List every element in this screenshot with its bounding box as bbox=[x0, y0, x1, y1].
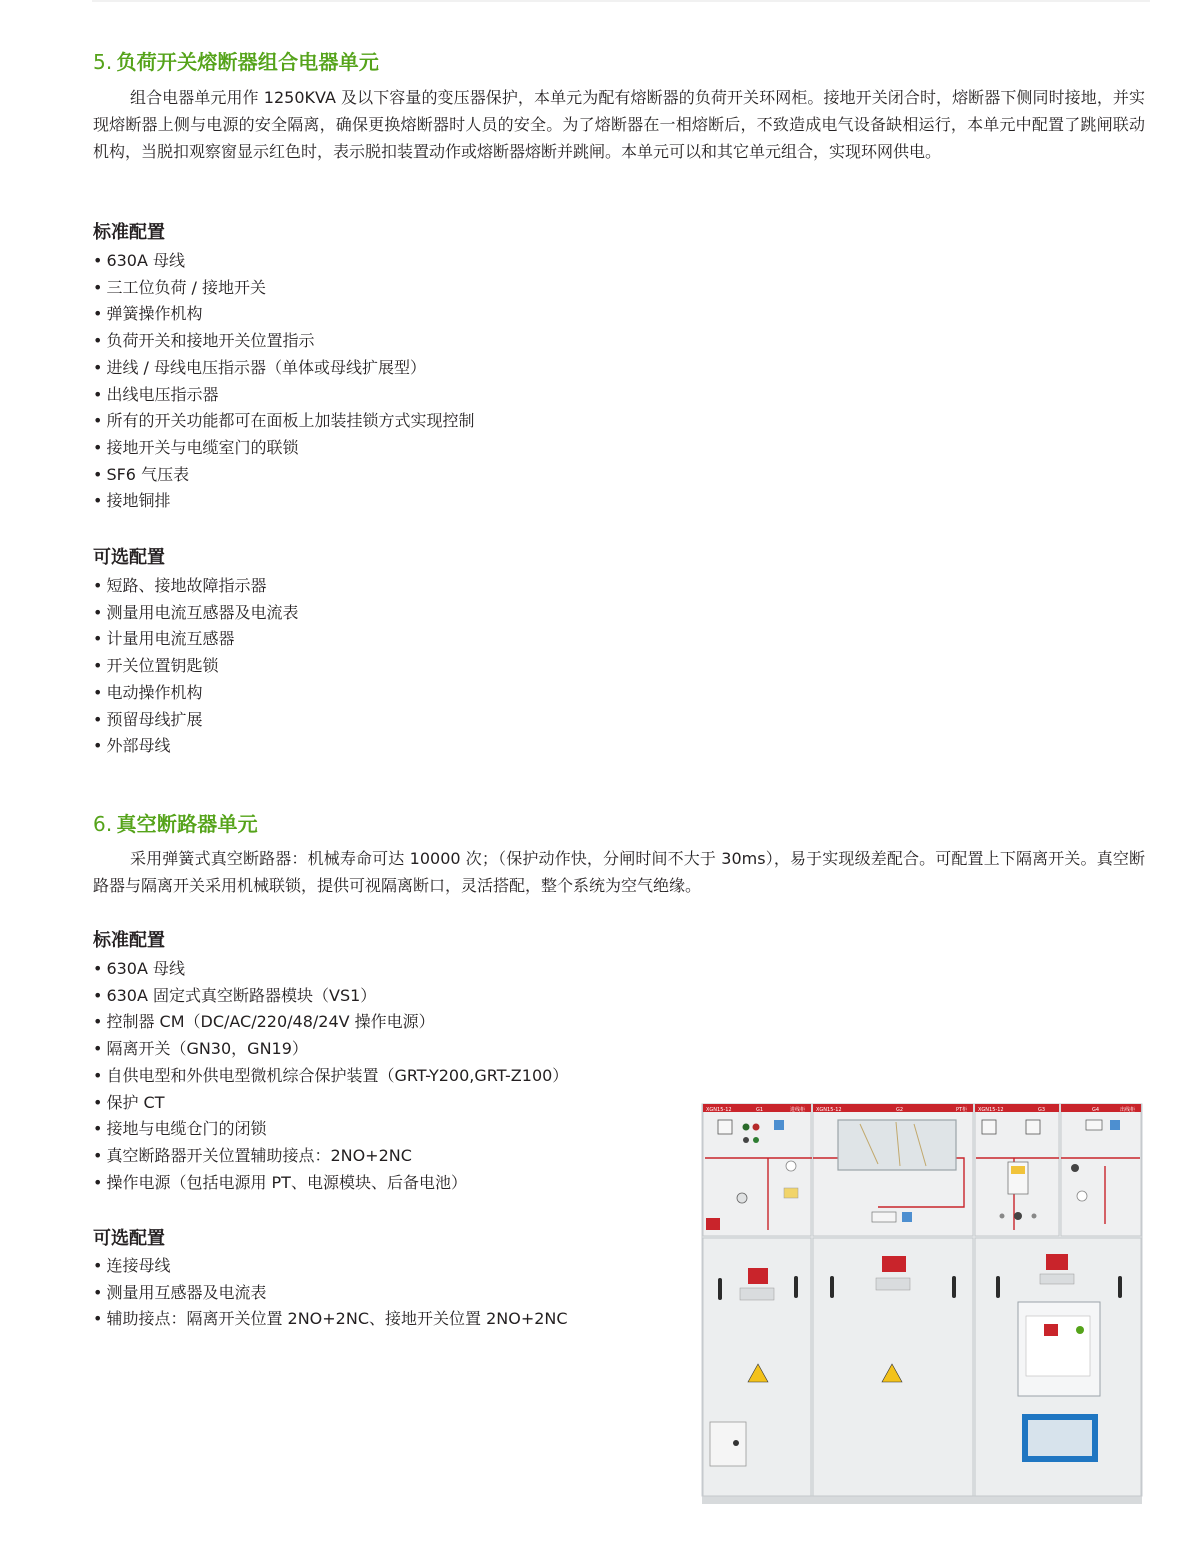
list-item: • 所有的开关功能都可在面板上加装挂锁方式实现控制 bbox=[93, 408, 474, 435]
list-item: • 控制器 CM（DC/AC/220/48/24V 操作电源） bbox=[93, 1009, 568, 1036]
list-item: • 隔离开关（GN30，GN19） bbox=[93, 1036, 568, 1063]
list-item: • 测量用电流互感器及电流表 bbox=[93, 600, 298, 627]
list-item: • 自供电型和外供电型微机综合保护装置（GRT-Y200,GRT-Z100） bbox=[93, 1063, 568, 1090]
list-item: • 接地开关与电缆室门的联锁 bbox=[93, 435, 474, 462]
list-item: • 开关位置钥匙锁 bbox=[93, 653, 298, 680]
section-6-paragraph: 采用弹簧式真空断路器：机械寿命可达 10000 次；（保护动作快，分闸时间不大于 30ms），易于实现级差配合。可配置上下隔离开关。真空断路器与隔离开关采用机械联锁，提供可视隔离断口，灵活搭配，整个系统为空气绝缘。 bbox=[93, 849, 1145, 895]
section-6-standard-list bbox=[93, 956, 568, 1196]
list-item: • 负荷开关和接地开关位置指示 bbox=[93, 328, 474, 355]
section-6-title: 6. 真空断路器单元 bbox=[93, 812, 258, 836]
cabinet-4-id: G4 bbox=[1092, 1107, 1100, 1113]
section-5-optional-list bbox=[93, 573, 298, 760]
list-item: • 保护 CT bbox=[93, 1090, 568, 1117]
indicator-red-icon bbox=[753, 1124, 760, 1131]
list-item: • 真空断路器开关位置辅助接点：2NO+2NC bbox=[93, 1143, 568, 1170]
switchgear-cabinet-image bbox=[700, 1102, 1146, 1506]
cabinet-2-model: XGN15-12 bbox=[816, 1107, 842, 1113]
list-item: • 测量用互感器及电流表 bbox=[93, 1280, 568, 1307]
display-icon bbox=[774, 1120, 784, 1130]
section-5-standard-heading: 标准配置 bbox=[93, 222, 165, 243]
section-5-paragraph: 组合电器单元用作 1250KVA 及以下容量的变压器保护，本单元为配有熔断器的负荷开关环网柜。接地开关闭合时，熔断器下侧同时接地，并实现熔断器上侧与电源的安全隔离，确保更换熔断器时人员的安全。为了熔断器在一相熔断后，不致造成电气设备缺相运行，本单元中配置了跳闸联动机构，当脱扣观察窗显示红色时，表示脱扣装置动作或熔断器熔断并跳闸。本单元可以和其它单元组合，实现环网供电。 bbox=[93, 88, 1145, 161]
section-6-optional-heading: 可选配置 bbox=[93, 1228, 165, 1249]
indicator-green-icon bbox=[743, 1124, 750, 1131]
list-item: • 进线 / 母线电压指示器（单体或母线扩展型） bbox=[93, 355, 474, 382]
cabinet-1-name: 进线柜 bbox=[790, 1107, 806, 1113]
list-item: • 三工位负荷 / 接地开关 bbox=[93, 275, 474, 302]
cabinet-2-id: G2 bbox=[896, 1107, 904, 1113]
list-item: • SF6 气压表 bbox=[93, 462, 474, 489]
list-item: • 630A 母线 bbox=[93, 956, 568, 983]
cabinet-4-name: 出线柜 bbox=[1120, 1107, 1136, 1113]
list-item: • 预留母线扩展 bbox=[93, 707, 298, 734]
section-5-optional-heading: 可选配置 bbox=[93, 547, 165, 568]
cabinet-3-model: XGN15-12 bbox=[978, 1107, 1004, 1113]
list-item: • 出线电压指示器 bbox=[93, 382, 474, 409]
section-6-standard-heading: 标准配置 bbox=[93, 930, 165, 951]
list-item: • 弹簧操作机构 bbox=[93, 301, 474, 328]
section-5-standard-list bbox=[93, 248, 474, 515]
list-item: • 计量用电流互感器 bbox=[93, 626, 298, 653]
list-item: • 电动操作机构 bbox=[93, 680, 298, 707]
list-item: • 辅助接点：隔离开关位置 2NO+2NC、接地开关位置 2NO+2NC bbox=[93, 1306, 568, 1333]
list-item: • 接地铜排 bbox=[93, 488, 474, 515]
cabinet-1-model: XGN15-12 bbox=[706, 1107, 732, 1113]
section-5-title: 5. 负荷开关熔断器组合电器单元 bbox=[93, 50, 380, 74]
list-item: • 630A 母线 bbox=[93, 248, 474, 275]
list-item: • 接地与电缆仓门的闭锁 bbox=[93, 1116, 568, 1143]
cabinet-3-id: G3 bbox=[1038, 1107, 1046, 1113]
list-item: • 630A 固定式真空断路器模块（VS1） bbox=[93, 983, 568, 1010]
ammeter-icon bbox=[718, 1120, 732, 1134]
cabinet-1-id: G1 bbox=[756, 1107, 764, 1113]
list-item: • 操作电源（包括电源用 PT、电源模块、后备电池） bbox=[93, 1170, 568, 1197]
section-6-optional-list bbox=[93, 1253, 568, 1333]
list-item: • 连接母线 bbox=[93, 1253, 568, 1280]
pressure-gauge-icon bbox=[737, 1193, 747, 1203]
cabinet-2-name: PT柜 bbox=[956, 1107, 968, 1113]
list-item: • 外部母线 bbox=[93, 733, 298, 760]
list-item: • 短路、接地故障指示器 bbox=[93, 573, 298, 600]
top-rule bbox=[92, 0, 1150, 2]
